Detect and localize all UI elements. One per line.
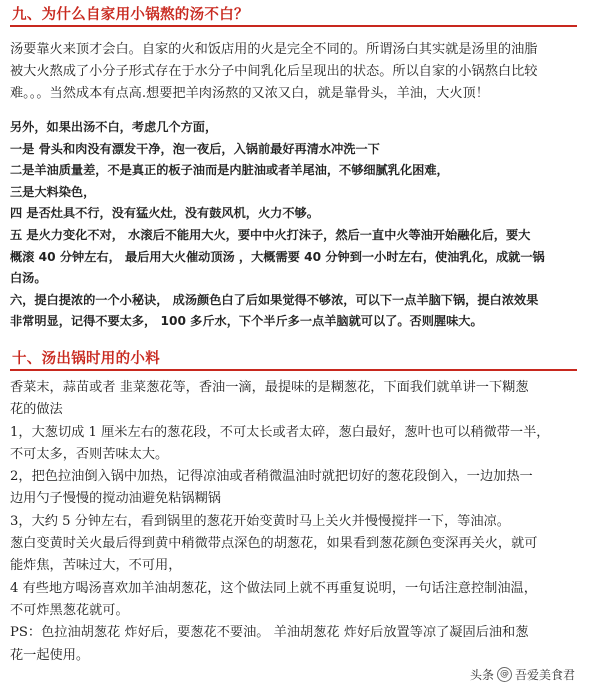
reason-line: 二是羊油质量差，不是真正的板子油而是内脏油或者羊尾油，不够细腻乳化困难，	[10, 163, 449, 178]
reason-line: 四 是否灶具不行，没有猛火灶，没有鼓风机，火力不够。	[10, 206, 319, 221]
recipe-line: 3，大约 5 分钟左右，看到锅里的葱花开始变黄时马上关火并慢慢搅拌一下，等油凉。	[10, 513, 510, 529]
watermark-handle: 吾爱美食君	[514, 668, 575, 682]
intro-line: 汤要靠火来顶才会白。自家的火和饭店用的火是完全不同的。所谓汤白其实就是汤里的油脂	[10, 42, 538, 57]
recipe-line: 香菜末，蒜苗或者 韭菜葱花等，香油一滴，最提味的是糊葱花，下面我们就单讲一下糊葱	[10, 379, 529, 395]
recipe-line: 不可太多，否则苦味太大。	[10, 446, 169, 462]
watermark-prefix: 头条	[469, 668, 494, 682]
intro-line: 难。。。当然成本有点高.想要把羊肉汤熬的又浓又白，就是靠骨头，羊油，大火顶！	[10, 86, 489, 101]
reason-line: 五 是火力变化不对， 水滚后不能用大火，要中中火打沫子，然后一直中火等油开始融化后，要大	[10, 227, 531, 242]
section-9-reasons	[10, 117, 579, 333]
reason-line: 三是大料染色，	[10, 184, 96, 199]
recipe-line: 2，把色拉油倒入锅中加热，记得凉油或者稍微温油时就把切好的葱花段倒入，一边加热一	[10, 469, 533, 485]
recipe-line: 花的做法	[10, 402, 63, 418]
section-9-intro	[10, 39, 579, 105]
recipe-line: 4 有些地方喝汤喜欢加羊油胡葱花，这个做法同上就不再重复说明，一句话注意控制油温，	[10, 580, 537, 596]
recipe-line: 花一起使用。	[10, 647, 90, 663]
recipe-line: 边用勺子慢慢的搅动油避免粘锅糊锅	[10, 491, 221, 507]
intro-line: 被大火熬成了小分子形式存在于水分子中间乳化后呈现出的状态。所以自家的小锅熬白比较	[10, 64, 538, 79]
section-9-heading	[10, 5, 577, 27]
reason-line: 另外，如果出汤不白，考虑几个方面，	[10, 120, 218, 134]
reason-line: 一是 骨头和肉没有漂发干净，泡一夜后，入锅前最好再清水冲洗一下	[10, 141, 380, 156]
section-9-heading-text: 九、为什么自家用小锅熬的汤不白？	[12, 6, 249, 23]
reason-line: 六，提白提浓的一个小秘诀， 成汤颜色白了后如果觉得不够浓，可以下一点羊脑下锅，提白浓效果	[10, 292, 539, 307]
section-10-heading	[10, 349, 577, 371]
author-watermark	[470, 666, 575, 683]
recipe-line: PS：色拉油胡葱花 炸好后，要葱花不要油。 羊油胡葱花 炸好后放置等凉了凝固后油和葱	[10, 625, 529, 641]
recipe-line: 能炸焦，苦味过大，不可用，	[10, 558, 182, 574]
recipe-line: 1，大葱切成 1 厘米左右的葱花段，不可太长或者太碎，葱白最好，葱叶也可以稍微带一半，	[10, 424, 550, 440]
reason-line: 概滚 40 分钟左右， 最后用大火催动顶汤 ，大概需要 40 分钟到一小时左右，使油乳化，成就一锅	[10, 249, 545, 264]
reason-line: 白汤。	[10, 271, 47, 286]
recipe-line: 不可炸黑葱花就可。	[10, 602, 129, 618]
recipe-line: 葱白变黄时关火最后得到黄中稍微带点深色的胡葱花，如果看到葱花颜色变深再关火，就可	[10, 536, 538, 552]
reason-line: 非常明显，记得不要太多， 100 多斤水，下个半斤多一点羊脑就可以了。否则腥味大。	[10, 314, 483, 329]
section-10-body	[10, 377, 579, 667]
section-10-heading-text: 十、汤出锅时用的小料	[12, 349, 160, 367]
at-icon: @	[497, 667, 512, 682]
